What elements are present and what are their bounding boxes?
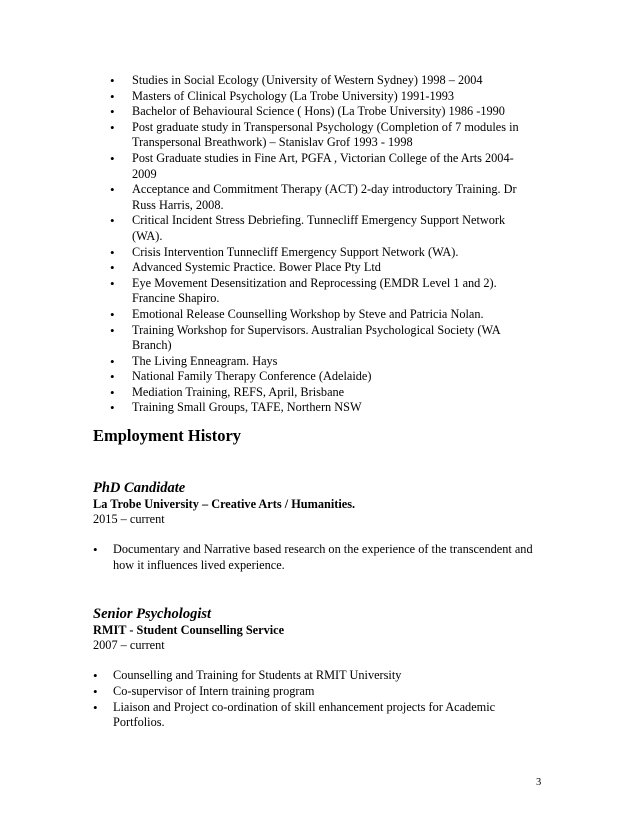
- job-organization: RMIT - Student Counselling Service: [93, 623, 285, 637]
- job-entry-phd: [93, 480, 543, 574]
- job-duty-item: • Counselling and Training for Students at RMIT University: [93, 668, 543, 684]
- qualification-item: • Mediation Training, REFS, April, Brisbane: [110, 385, 535, 401]
- qualification-item: • Studies in Social Ecology (University of Western Sydney) 1998 – 2004: [110, 73, 535, 89]
- qualification-item: • Training Workshop for Supervisors. Australian Psychological Society (WA Branch): [110, 323, 535, 354]
- job-duties-list: [93, 668, 543, 731]
- qualification-item: • Eye Movement Desensitization and Reprocessing (EMDR Level 1 and 2). Francine Shapiro.: [110, 276, 535, 307]
- page-number: 3: [536, 777, 542, 788]
- job-title: Senior Psychologist: [93, 606, 212, 622]
- qualification-item: • The Living Enneagram. Hays: [110, 354, 535, 370]
- qualification-item: • National Family Therapy Conference (Adelaide): [110, 369, 535, 385]
- job-dates: 2015 – current: [93, 512, 165, 526]
- employment-history-heading: Employment History: [93, 426, 242, 445]
- job-dates: 2007 – current: [93, 638, 165, 652]
- qualifications-list: [110, 73, 535, 416]
- qualification-item: • Bachelor of Behavioural Science ( Hons) (La Trobe University) 1986 -1990: [110, 104, 535, 120]
- job-duty-item: • Co-supervisor of Intern training program: [93, 684, 543, 700]
- job-organization: La Trobe University – Creative Arts / Humanities.: [93, 497, 356, 511]
- job-duty-item: • Documentary and Narrative based research on the experience of the transcendent and how it influences lived experience.: [93, 542, 543, 574]
- job-entry-senior-psychologist: [93, 606, 543, 731]
- qualification-item: • Post graduate study in Transpersonal Psychology (Completion of 7 modules in Transpersonal Breathwork) – Stanislav Grof 1993 - 1998: [110, 120, 535, 151]
- qualification-item: • Post Graduate studies in Fine Art, PGFA , Victorian College of the Arts 2004-2009: [110, 151, 535, 182]
- qualification-item: • Emotional Release Counselling Workshop by Steve and Patricia Nolan.: [110, 307, 535, 323]
- job-duty-item: • Liaison and Project co-ordination of skill enhancement projects for Academic Portfolios.: [93, 700, 543, 732]
- qualification-item: • Training Small Groups, TAFE, Northern NSW: [110, 400, 535, 416]
- qualification-item: • Masters of Clinical Psychology (La Trobe University) 1991-1993: [110, 89, 535, 105]
- job-duties-list: [93, 542, 543, 574]
- qualification-item: • Acceptance and Commitment Therapy (ACT) 2-day introductory Training. Dr Russ Harris, 2008.: [110, 182, 535, 213]
- job-title: PhD Candidate: [93, 480, 186, 496]
- qualification-item: • Crisis Intervention Tunnecliff Emergency Support Network (WA).: [110, 245, 535, 261]
- qualification-item: • Advanced Systemic Practice. Bower Place Pty Ltd: [110, 260, 535, 276]
- qualification-item: • Critical Incident Stress Debriefing. Tunnecliff Emergency Support Network (WA).: [110, 213, 535, 244]
